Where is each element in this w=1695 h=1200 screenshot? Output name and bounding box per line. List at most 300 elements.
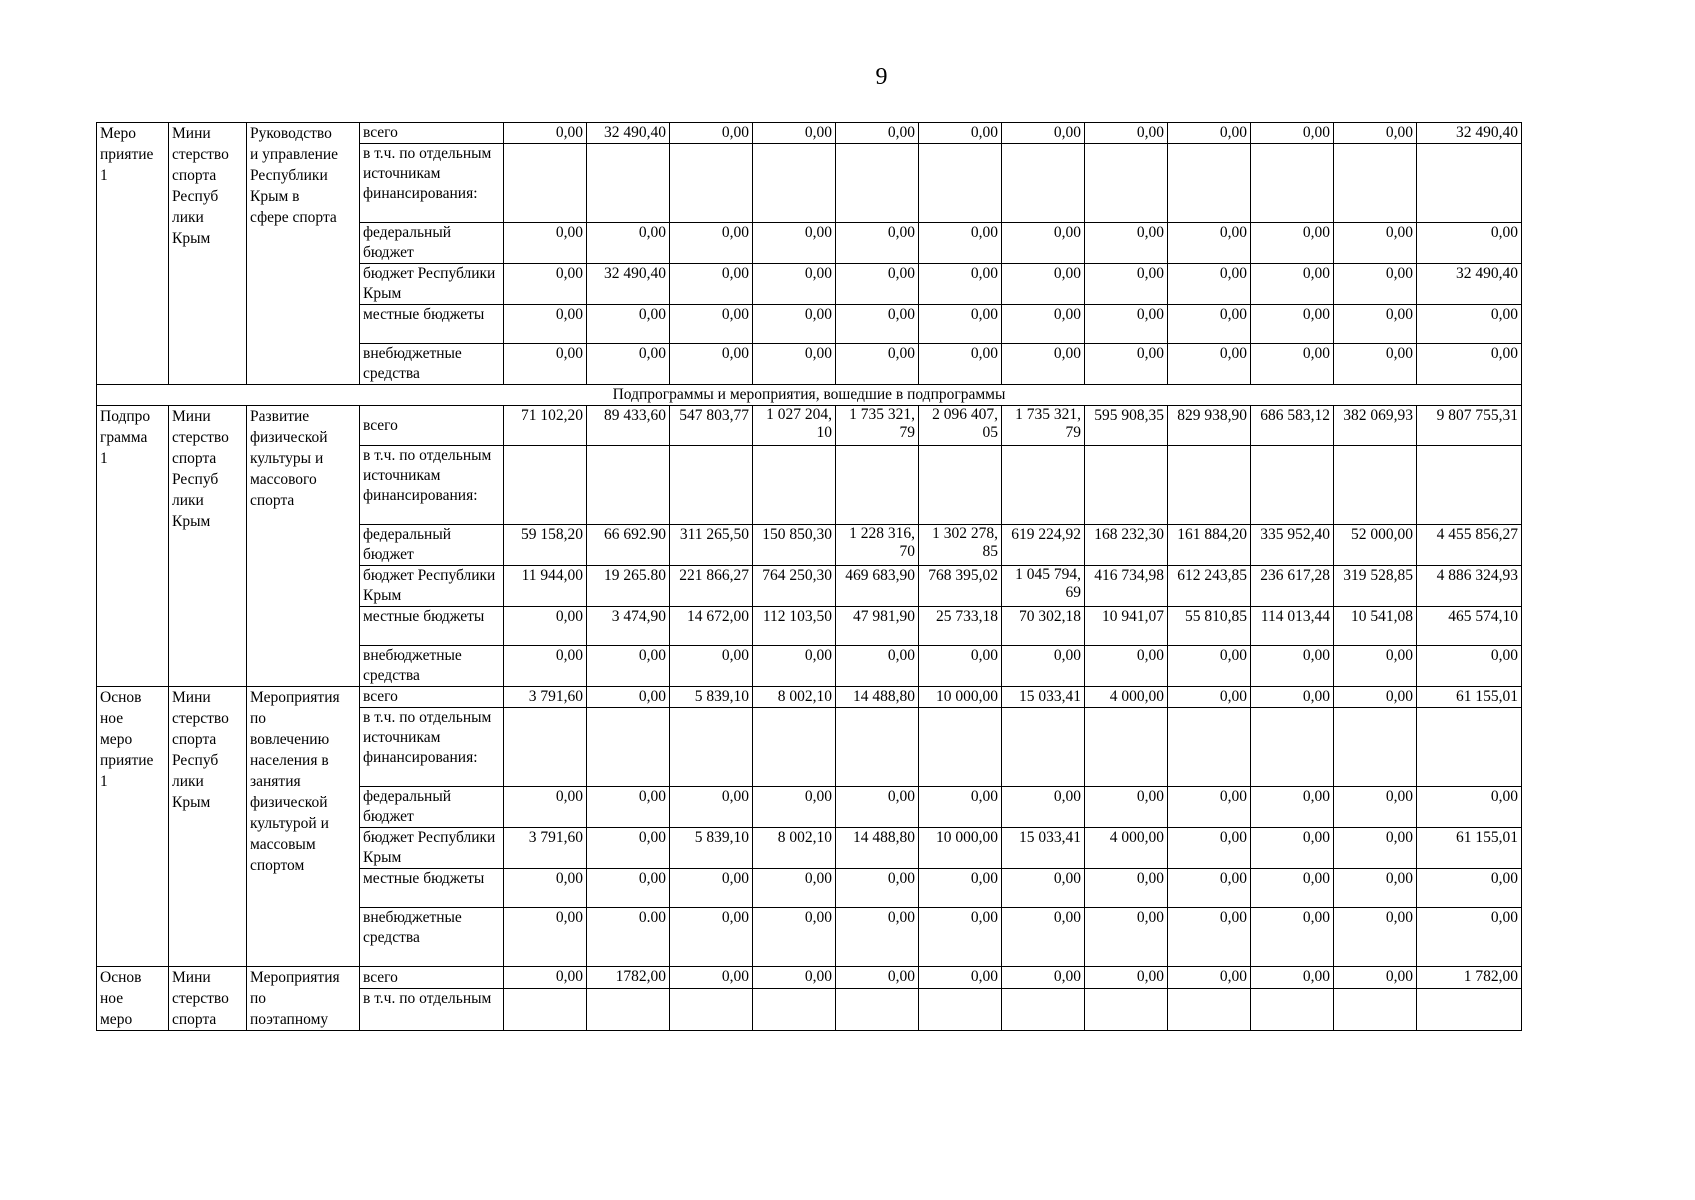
value-cell: 3 474,90: [587, 607, 670, 646]
value-cell: 0,00: [753, 123, 836, 144]
value-cell: 0,00: [587, 646, 670, 687]
label-line: грамма: [100, 429, 148, 446]
activity-type: [97, 406, 169, 687]
value-cell: [1085, 144, 1168, 223]
value-cell: 768 395,02: [919, 566, 1002, 607]
value-cell: 25 733,18: [919, 607, 1002, 646]
value-cell: 0,00: [670, 646, 753, 687]
label-line: Респуб: [172, 188, 219, 205]
value-part: 1 228 316,: [849, 525, 915, 542]
funding-source: всего: [360, 406, 504, 446]
value-cell: 0,00: [1417, 787, 1522, 828]
value-cell: 0,00: [587, 687, 670, 708]
executor: [169, 123, 247, 385]
value-cell: [1168, 144, 1251, 223]
funding-source: всего: [360, 687, 504, 708]
value-cell: 0,00: [1168, 344, 1251, 385]
value-cell: 19 265.80: [587, 566, 670, 607]
value-cell: 0,00: [587, 787, 670, 828]
value-cell: [587, 989, 670, 1031]
value-cell: 236 617,28: [1251, 566, 1334, 607]
value-cell: 547 803,77: [670, 406, 753, 446]
label-line: занятия: [250, 773, 301, 790]
executor: [169, 406, 247, 687]
value-cell: [1168, 446, 1251, 525]
value-cell: 0,00: [919, 967, 1002, 989]
label-line: стерство: [172, 710, 229, 727]
value-cell: 465 574,10: [1417, 607, 1522, 646]
value-cell: 0,00: [1168, 646, 1251, 687]
value-cell: 221 866,27: [670, 566, 753, 607]
label-line: приятие: [100, 752, 154, 769]
value-cell: 764 250,30: [753, 566, 836, 607]
value-cell: 1782,00: [587, 967, 670, 989]
value-cell: 0,00: [1334, 344, 1417, 385]
value-cell: 66 692.90: [587, 525, 670, 566]
value-cell: 0,00: [836, 223, 919, 264]
value-cell: 0,00: [504, 908, 587, 967]
value-cell: 0,00: [1085, 305, 1168, 344]
value-cell: 0,00: [1002, 646, 1085, 687]
value-cell: 10 941,07: [1085, 607, 1168, 646]
value-cell: 0,00: [753, 264, 836, 305]
funding-source: в т.ч. по отдельным: [360, 989, 504, 1031]
label-line: 1: [100, 450, 108, 467]
value-cell: [1002, 406, 1085, 446]
value-cell: 70 302,18: [1002, 607, 1085, 646]
table-row: [97, 687, 1522, 708]
value-cell: [1417, 989, 1522, 1031]
value-cell: [1168, 989, 1251, 1031]
value-cell: 0,00: [670, 123, 753, 144]
value-cell: 0,00: [587, 344, 670, 385]
activity-type: [97, 123, 169, 385]
value-cell: 0,00: [504, 305, 587, 344]
activity-type: [97, 967, 169, 1031]
label-line: Крым: [172, 794, 211, 811]
value-cell: 0,00: [836, 869, 919, 908]
value-cell: 0,00: [753, 869, 836, 908]
funding-source: бюджет Республики Крым: [360, 828, 504, 869]
label-line: поэтапному: [250, 1011, 329, 1028]
value-cell: 0,00: [1417, 223, 1522, 264]
value-cell: 469 683,90: [836, 566, 919, 607]
value-cell: 0,00: [919, 123, 1002, 144]
value-cell: 0,00: [1251, 646, 1334, 687]
value-cell: 0,00: [504, 869, 587, 908]
value-cell: 0,00: [670, 908, 753, 967]
value-cell: 0,00: [1168, 223, 1251, 264]
value-cell: [670, 446, 753, 525]
table-row: [97, 123, 1522, 144]
value-cell: 0,00: [1334, 787, 1417, 828]
value-cell: [1168, 708, 1251, 787]
value-cell: 71 102,20: [504, 406, 587, 446]
value-cell: 32 490,40: [587, 264, 670, 305]
value-cell: 0,00: [753, 787, 836, 828]
value-cell: 0,00: [1251, 787, 1334, 828]
value-part: 1 302 278,: [932, 525, 998, 542]
label-line: Мероприятия: [250, 969, 340, 986]
label-line: стерство: [172, 146, 229, 163]
value-cell: 0,00: [1085, 223, 1168, 264]
value-cell: 9 807 755,31: [1417, 406, 1522, 446]
activity-name: [247, 123, 360, 385]
label-line: спорта: [172, 167, 217, 184]
label-line: и управление: [250, 146, 339, 163]
funding-source: федеральный бюджет: [360, 223, 504, 264]
funding-source: местные бюджеты: [360, 305, 504, 344]
value-cell: 0,00: [504, 264, 587, 305]
label-line: ное: [100, 990, 124, 1007]
value-cell: 0,00: [587, 305, 670, 344]
label-line: Респуб: [172, 752, 219, 769]
value-cell: 0,00: [1334, 305, 1417, 344]
value-cell: 0,00: [1251, 869, 1334, 908]
value-cell: 0,00: [919, 908, 1002, 967]
value-cell: 0,00: [753, 967, 836, 989]
value-cell: 0,00: [1168, 305, 1251, 344]
value-cell: 0,00: [1168, 687, 1251, 708]
value-cell: 10 000,00: [919, 687, 1002, 708]
value-cell: [1417, 144, 1522, 223]
value-cell: [1085, 446, 1168, 525]
value-cell: [670, 144, 753, 223]
funding-source: федеральный бюджет: [360, 787, 504, 828]
value-cell: 612 243,85: [1168, 566, 1251, 607]
value-cell: 14 488,80: [836, 828, 919, 869]
label-line: меро: [100, 1011, 133, 1028]
value-cell: 0,00: [1168, 123, 1251, 144]
value-cell: 0,00: [1085, 344, 1168, 385]
funding-source: внебюджетные средства: [360, 646, 504, 687]
value-cell: 150 850,30: [753, 525, 836, 566]
value-cell: 0,00: [670, 264, 753, 305]
value-cell: 0,00: [1334, 223, 1417, 264]
value-cell: [587, 708, 670, 787]
value-cell: [504, 446, 587, 525]
label-line: спорта: [172, 731, 217, 748]
value-cell: 0,00: [587, 223, 670, 264]
label-line: по: [250, 990, 267, 1007]
value-cell: 0,00: [504, 646, 587, 687]
value-cell: 0,00: [1251, 305, 1334, 344]
label-line: массовым: [250, 836, 316, 853]
value-cell: 0,00: [1251, 264, 1334, 305]
value-part: 2 096 407,: [932, 406, 998, 423]
value-cell: 4 455 856,27: [1417, 525, 1522, 566]
value-cell: 0,00: [919, 646, 1002, 687]
value-cell: [504, 144, 587, 223]
value-cell: 10 541,08: [1334, 607, 1417, 646]
table-row: [97, 967, 1522, 989]
value-cell: 15 033,41: [1002, 828, 1085, 869]
value-cell: [1085, 989, 1168, 1031]
value-part: 79: [1065, 424, 1081, 441]
value-cell: 59 158,20: [504, 525, 587, 566]
label-line: 1: [100, 167, 108, 184]
value-cell: 0,00: [836, 305, 919, 344]
value-cell: 0,00: [1334, 264, 1417, 305]
funding-source: всего: [360, 967, 504, 989]
value-cell: 0,00: [1168, 787, 1251, 828]
value-cell: [919, 708, 1002, 787]
value-cell: [670, 708, 753, 787]
value-part: 05: [982, 424, 998, 441]
value-cell: 61 155,01: [1417, 828, 1522, 869]
label-line: Развитие: [250, 408, 310, 425]
label-line: спорта: [250, 492, 295, 509]
value-cell: 319 528,85: [1334, 566, 1417, 607]
label-line: меро: [100, 731, 133, 748]
label-line: спорта: [172, 450, 217, 467]
value-part: 85: [982, 543, 998, 560]
value-cell: 89 433,60: [587, 406, 670, 446]
value-cell: 0,00: [1334, 869, 1417, 908]
value-cell: 15 033,41: [1002, 687, 1085, 708]
value-cell: 52 000,00: [1334, 525, 1417, 566]
label-line: Руководство: [250, 125, 332, 142]
funding-source: в т.ч. по отдельным источникам финансирования:: [360, 446, 504, 525]
value-cell: 0,00: [753, 344, 836, 385]
value-cell: 32 490,40: [1417, 123, 1522, 144]
label-line: Меро: [100, 125, 136, 142]
label-line: спортом: [250, 857, 305, 874]
value-cell: 0,00: [504, 607, 587, 646]
value-cell: 14 488,80: [836, 687, 919, 708]
value-cell: 0,00: [1334, 687, 1417, 708]
value-cell: 0,00: [1334, 908, 1417, 967]
section-title: Подпрограммы и мероприятия, вошедшие в подпрограммы: [97, 385, 1522, 406]
value-cell: [836, 525, 919, 566]
label-line: Основ: [100, 969, 142, 986]
value-cell: 0,00: [1085, 869, 1168, 908]
value-cell: [587, 144, 670, 223]
label-line: лики: [172, 492, 204, 509]
value-cell: 0,00: [504, 344, 587, 385]
label-line: стерство: [172, 429, 229, 446]
label-line: физической: [250, 429, 328, 446]
value-cell: 0,00: [1002, 869, 1085, 908]
label-line: физической: [250, 794, 328, 811]
value-cell: [1417, 446, 1522, 525]
value-cell: 0,00: [1417, 908, 1522, 967]
label-line: Мероприятия: [250, 689, 340, 706]
label-line: сфере спорта: [250, 209, 337, 226]
value-cell: 114 013,44: [1251, 607, 1334, 646]
value-cell: 0,00: [1251, 344, 1334, 385]
value-cell: 0,00: [1334, 646, 1417, 687]
label-line: лики: [172, 773, 204, 790]
value-cell: 0,00: [1251, 123, 1334, 144]
label-line: массового: [250, 471, 317, 488]
executor: [169, 967, 247, 1031]
value-cell: 8 002,10: [753, 687, 836, 708]
value-cell: 0,00: [1085, 908, 1168, 967]
label-line: вовлечению: [250, 731, 330, 748]
activity-name: [247, 406, 360, 687]
funding-source: всего: [360, 123, 504, 144]
value-cell: [753, 144, 836, 223]
value-cell: 0,00: [753, 223, 836, 264]
value-cell: [836, 446, 919, 525]
value-cell: 3 791,60: [504, 828, 587, 869]
value-cell: 416 734,98: [1085, 566, 1168, 607]
label-line: культуры и: [250, 450, 324, 467]
value-part: 10: [816, 424, 832, 441]
value-cell: 0,00: [587, 828, 670, 869]
value-cell: [1334, 446, 1417, 525]
value-cell: [670, 989, 753, 1031]
value-cell: 4 886 324,93: [1417, 566, 1522, 607]
value-cell: 32 490,40: [587, 123, 670, 144]
value-cell: 0,00: [919, 305, 1002, 344]
value-cell: 0,00: [1002, 967, 1085, 989]
label-line: населения в: [250, 752, 329, 769]
value-cell: 0,00: [1251, 828, 1334, 869]
value-cell: 619 224,92: [1002, 525, 1085, 566]
value-cell: 0,00: [1251, 223, 1334, 264]
funding-source: в т.ч. по отдельным источникам финансирования:: [360, 144, 504, 223]
value-part: 69: [1065, 584, 1081, 601]
value-cell: [919, 446, 1002, 525]
value-cell: 0,00: [1334, 967, 1417, 989]
value-cell: 0,00: [504, 787, 587, 828]
activity-name: [247, 687, 360, 967]
value-cell: 0,00: [836, 787, 919, 828]
value-cell: 0,00: [1417, 869, 1522, 908]
value-cell: 0,00: [670, 344, 753, 385]
value-cell: [1334, 989, 1417, 1031]
value-cell: 0,00: [1002, 305, 1085, 344]
value-cell: 0,00: [504, 123, 587, 144]
label-line: 1: [100, 773, 108, 790]
value-cell: [504, 708, 587, 787]
value-cell: [753, 989, 836, 1031]
value-cell: [1417, 708, 1522, 787]
value-cell: 0,00: [670, 787, 753, 828]
funding-source: бюджет Республики Крым: [360, 566, 504, 607]
value-cell: 0,00: [670, 967, 753, 989]
label-line: Основ: [100, 689, 142, 706]
value-cell: 829 938,90: [1168, 406, 1251, 446]
label-line: Крым: [172, 513, 211, 530]
value-cell: 0,00: [1002, 223, 1085, 264]
value-cell: [1002, 144, 1085, 223]
value-cell: [919, 144, 1002, 223]
value-cell: 61 155,01: [1417, 687, 1522, 708]
value-cell: 0,00: [753, 305, 836, 344]
value-part: 1 045 794,: [1015, 566, 1081, 583]
label-line: Мини: [172, 969, 211, 986]
value-cell: 0,00: [1002, 123, 1085, 144]
value-cell: 335 952,40: [1251, 525, 1334, 566]
value-cell: [1251, 989, 1334, 1031]
value-cell: 0,00: [1085, 967, 1168, 989]
value-cell: 168 232,30: [1085, 525, 1168, 566]
value-cell: 595 908,35: [1085, 406, 1168, 446]
value-cell: 32 490,40: [1417, 264, 1522, 305]
value-cell: 0,00: [1168, 967, 1251, 989]
value-part: 1 735 321,: [1015, 406, 1081, 423]
value-part: 1 735 321,: [849, 406, 915, 423]
value-cell: [1002, 446, 1085, 525]
value-cell: 0,00: [587, 869, 670, 908]
value-cell: 0,00: [836, 908, 919, 967]
value-cell: 4 000,00: [1085, 828, 1168, 869]
value-cell: 14 672,00: [670, 607, 753, 646]
value-cell: 0,00: [919, 869, 1002, 908]
value-cell: [1251, 446, 1334, 525]
value-cell: 0,00: [1168, 828, 1251, 869]
value-cell: 0,00: [1168, 264, 1251, 305]
value-cell: [753, 406, 836, 446]
label-line: спорта: [172, 1011, 217, 1028]
label-line: Крым в: [250, 188, 300, 205]
value-cell: 0,00: [753, 646, 836, 687]
label-line: Респуб: [172, 471, 219, 488]
funding-source: местные бюджеты: [360, 607, 504, 646]
label-line: Мини: [172, 689, 211, 706]
value-cell: 0,00: [1417, 646, 1522, 687]
value-cell: 47 981,90: [836, 607, 919, 646]
value-cell: 0,00: [836, 123, 919, 144]
value-cell: [836, 406, 919, 446]
funding-source: местные бюджеты: [360, 869, 504, 908]
label-line: ное: [100, 710, 124, 727]
value-cell: 0,00: [670, 305, 753, 344]
value-cell: [1251, 708, 1334, 787]
value-cell: 0,00: [1334, 123, 1417, 144]
value-part: 70: [899, 543, 915, 560]
label-line: приятие: [100, 146, 154, 163]
funding-source: федеральный бюджет: [360, 525, 504, 566]
label-line: Мини: [172, 408, 211, 425]
value-cell: 0,00: [919, 264, 1002, 305]
value-cell: 8 002,10: [753, 828, 836, 869]
value-cell: [836, 144, 919, 223]
value-cell: 0,00: [836, 646, 919, 687]
value-cell: [1334, 144, 1417, 223]
value-cell: 0,00: [504, 967, 587, 989]
value-cell: 0,00: [1417, 344, 1522, 385]
value-cell: 55 810,85: [1168, 607, 1251, 646]
funding-source: в т.ч. по отдельным источникам финансирования:: [360, 708, 504, 787]
value-cell: 112 103,50: [753, 607, 836, 646]
value-cell: [1002, 708, 1085, 787]
value-cell: 0,00: [1002, 908, 1085, 967]
value-cell: 0,00: [1251, 687, 1334, 708]
value-cell: 0,00: [1334, 828, 1417, 869]
value-cell: 0,00: [919, 787, 1002, 828]
funding-source: внебюджетные средства: [360, 344, 504, 385]
value-cell: 0,00: [1085, 123, 1168, 144]
value-cell: [1251, 144, 1334, 223]
value-cell: [504, 989, 587, 1031]
value-cell: 0,00: [1085, 787, 1168, 828]
value-cell: 0,00: [836, 264, 919, 305]
label-line: культурой и: [250, 815, 329, 832]
value-cell: [1085, 708, 1168, 787]
label-line: Мини: [172, 125, 211, 142]
value-cell: 5 839,10: [670, 687, 753, 708]
value-cell: 0,00: [1251, 908, 1334, 967]
value-cell: 0,00: [1168, 908, 1251, 967]
value-cell: 0,00: [1085, 646, 1168, 687]
value-cell: 5 839,10: [670, 828, 753, 869]
value-cell: 0,00: [1251, 967, 1334, 989]
value-cell: 0,00: [836, 344, 919, 385]
